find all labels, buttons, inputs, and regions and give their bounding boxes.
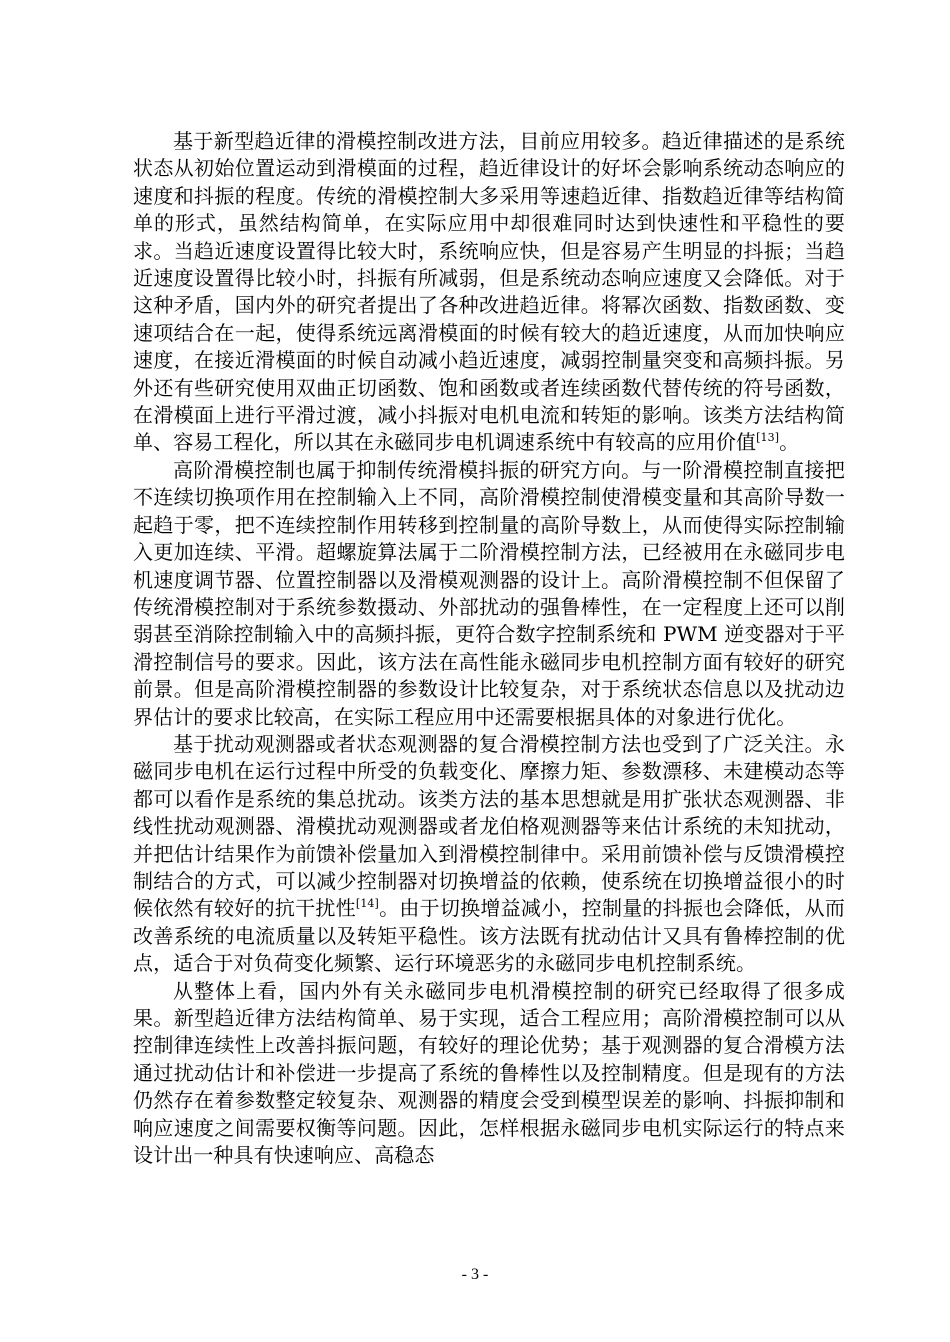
paragraph-high-order-smc	[133, 457, 845, 731]
citation-ref[interactable]: [13]	[756, 431, 780, 445]
paragraph-reaching-law	[133, 128, 845, 457]
paragraph-text: 高阶滑模控制也属于抑制传统滑模抖振的研究方向。与一阶滑模控制直接把不连续切换项作用在控制输入上不同，高阶滑模控制使滑模变量和其高阶导数一起趋于零，把不连续控制作用转移到控制量的高阶导数上，从而使得实际控制输入更加连续、平滑。超螺旋算法属于二阶滑模控制方法，已经被用在永磁同步电机速度调节器、位置控制器以及滑模观测器的设计上。高阶滑模控制不但保留了传统滑模控制对于系统参数摄动、外部扰动的强鲁棒性，在一定程度上还可以削弱甚至消除控制输入中的高频抖振，更符合数字控制系统和 PWM 逆变器对于平滑控制信号的要求。因此，该方法在高性能永磁同步电机控制方面有较好的研究前景。但是高阶滑模控制器的参数设计比较复杂，对于系统状态信息以及扰动边界估计的要求比较高，在实际工程应用中还需要根据具体的对象进行优化。	[133, 457, 845, 729]
paragraph-tail: 。	[779, 430, 800, 455]
page-number: - 3 -	[461, 1266, 489, 1283]
paragraph-text: 从整体上看，国内外有关永磁同步电机滑模控制的研究已经取得了很多成果。新型趋近律方法结构简单、易于实现，适合工程应用；高阶滑模控制可以从控制律连续性上改善抖振问题，有较好的理论优势；基于观测器的复合滑模方法通过扰动估计和补偿进一步提高了系统的鲁棒性以及控制精度。但是现有的方法仍然存在着参数整定较复杂、观测器的精度会受到模型误差的影响、抖振抑制和响应速度之间需要权衡等问题。因此，怎样根据永磁同步电机实际运行的特点来设计出一种具有快速响应、高稳态	[133, 978, 845, 1168]
citation-ref[interactable]: [14]	[355, 897, 379, 911]
document-body	[133, 128, 845, 1169]
paragraph-tail: 。由于切换增益减小，控制量的抖振也会降低，从而改善系统的电流质量以及转矩平稳性。该方法既有扰动估计又具有鲁棒控制的优点，适合于对负荷变化频繁、运行环境恶劣的永磁同步电机控制系统。	[133, 896, 845, 976]
paragraph-observer-smc	[133, 731, 845, 978]
paragraph-text: 基于新型趋近律的滑模控制改进方法，目前应用较多。趋近律描述的是系统状态从初始位置运动到滑模面的过程，趋近律设计的好坏会影响系统动态响应的速度和抖振的程度。传统的滑模控制大多采用等速趋近律、指数趋近律等结构简单的形式，虽然结构简单，在实际应用中却很难同时达到快速性和平稳性的要求。当趋近速度设置得比较大时，系统响应快，但是容易产生明显的抖振；当趋近速度设置得比较小时，抖振有所减弱，但是系统动态响应速度又会降低。对于这种矛盾，国内外的研究者提出了各种改进趋近律。将幂次函数、指数函数、变速项结合在一起，使得系统远离滑模面的时候有较大的趋近速度，从而加快响应速度，在接近滑模面的时候自动减小趋近速度，减弱控制量突变和高频抖振。另外还有些研究使用双曲正切函数、饱和函数或者连续函数代替传统的符号函数，在滑模面上进行平滑过渡，减小抖振对电机电流和转矩的影响。该类方法结构简单、容易工程化，所以其在永磁同步电机调速系统中有较高的应用价值	[133, 129, 845, 455]
paragraph-text: 基于扰动观测器或者状态观测器的复合滑模控制方法也受到了广泛关注。永磁同步电机在运行过程中所受的负载变化、摩擦力矩、参数漂移、未建模动态等都可以看作是系统的集总扰动。该类方法的基本思想就是用扩张状态观测器、非线性扰动观测器、滑模扰动观测器或者龙伯格观测器等来估计系统的未知扰动，并把估计结果作为前馈补偿量加入到滑模控制律中。采用前馈补偿与反馈滑模控制结合的方式，可以减少控制器对切换增益的依赖，使系统在切换增益很小的时候依然有较好的抗干扰性	[133, 731, 845, 921]
paragraph-summary	[133, 978, 845, 1170]
